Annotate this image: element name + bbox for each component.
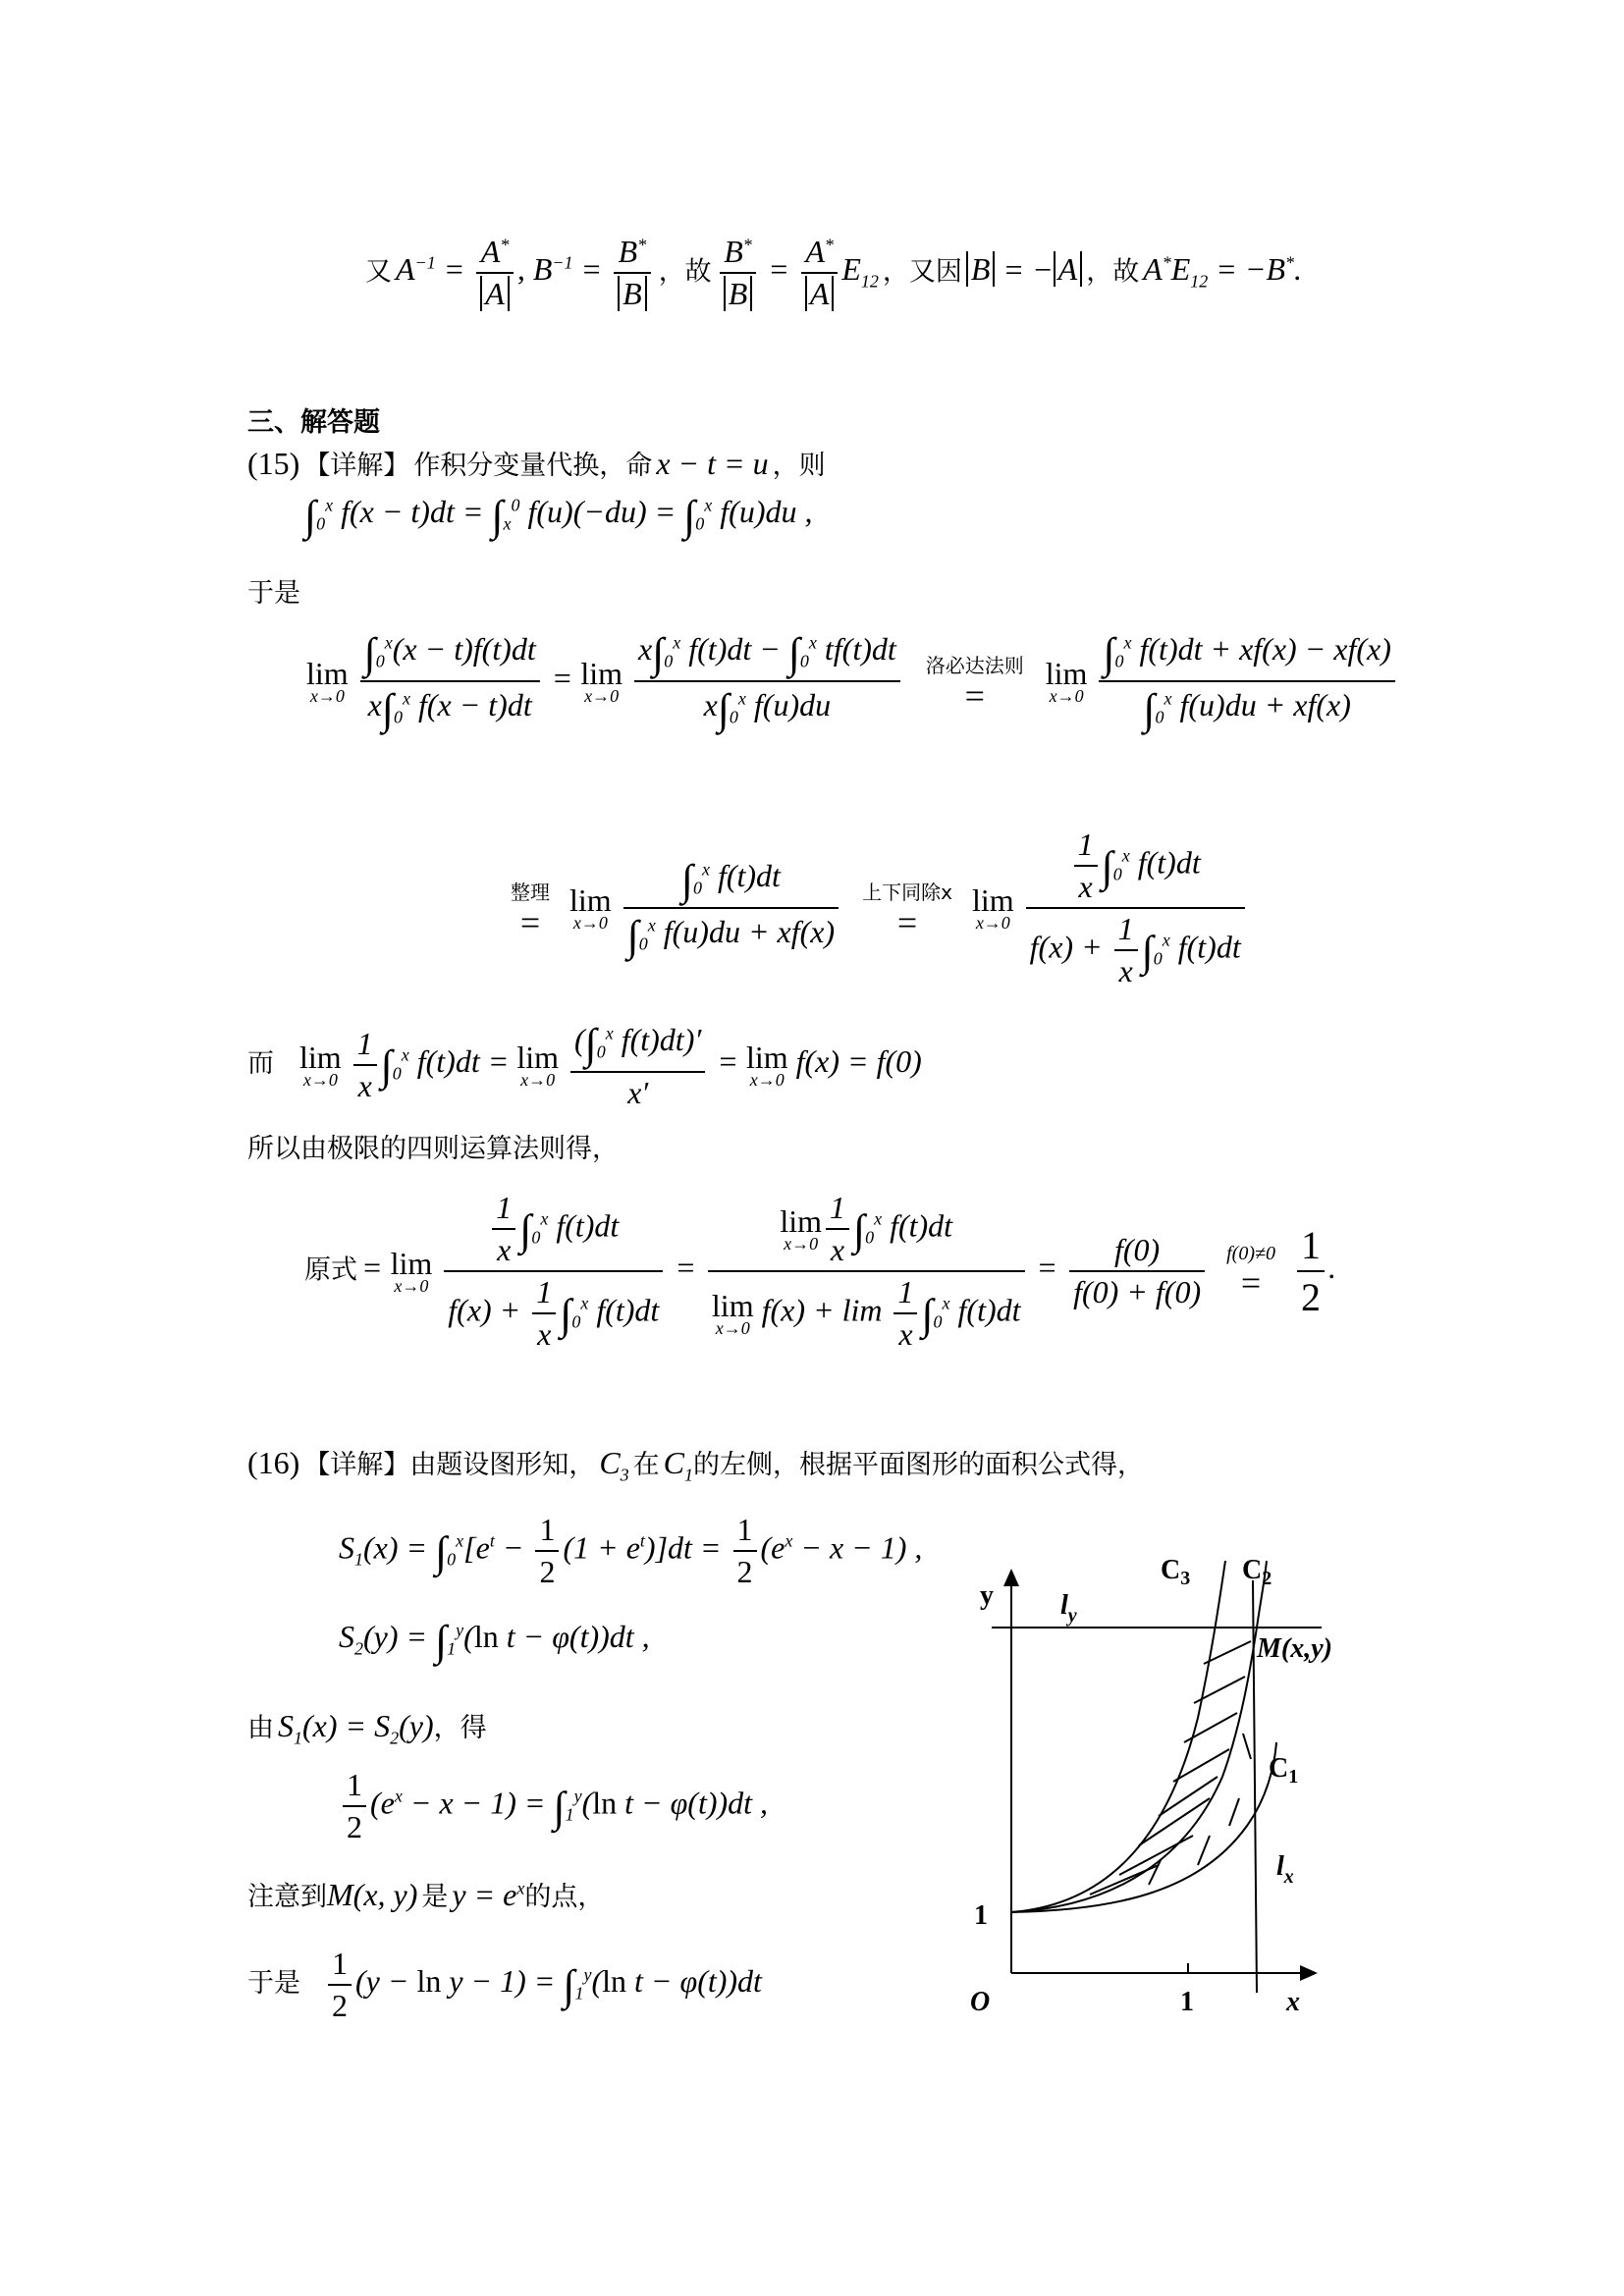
q15-label: (15) — [247, 446, 300, 481]
q16-text-b: 在 — [632, 1450, 660, 1480]
q15-result-line — [304, 1190, 1336, 1353]
q16-you-line — [247, 1706, 487, 1748]
cond-label: f(0)≠0 — [1226, 1242, 1275, 1264]
intro-line — [365, 234, 1302, 312]
q16-you-formula: $S_1(x) = S_2(y)$ — [278, 1708, 434, 1748]
q16-shi: 是 — [421, 1882, 449, 1912]
section-title: 三、解答题 — [247, 407, 380, 438]
q16-s2: $S_2(y) = \int_1^y(\ln$ t − φ(t))dt , — [339, 1617, 650, 1665]
intro-formula-4: $A^*E_{12} = -B^*$. — [1143, 251, 1303, 292]
q16-text-c: 的左侧，根据平面图形的面积公式得， — [693, 1450, 1144, 1480]
q16-eq-a: $\frac{1}{2}$ $(e^x - x - 1) = \int_1^y(\ln$ t − φ(t))dt , — [339, 1767, 768, 1845]
q15-sub-formula: x − t = u — [656, 446, 769, 481]
q16-text-a: 由题设图形知， — [409, 1450, 596, 1480]
q15-er-line — [247, 1019, 922, 1111]
q16-zhuyi-line — [247, 1875, 604, 1913]
q15-text-2: ，则 — [772, 451, 826, 481]
label-one-x: 1 — [1180, 1987, 1194, 2017]
intro-lead: 又 — [365, 256, 392, 288]
q16-c3: $C_3$ — [599, 1445, 629, 1485]
y-axis-arrow-icon — [1003, 1569, 1019, 1586]
q15-suoyi: 所以由极限的四则运算法则得， — [247, 1134, 619, 1164]
q16-de: ，得 — [433, 1713, 487, 1743]
q16-point: M(x, y) — [327, 1877, 418, 1912]
label-one-y: 1 — [974, 1900, 988, 1931]
label-c3: $C_3$ — [1161, 1555, 1191, 1589]
q15-limit-chain-1: lim x→0 $\frac{\int_0^x(x - t)f(t)dt}{x\int_0^x f(x - t)dt}$ = lim x→0 $\frac{x\int_0^x f(t)dt - \int_0^x tf(t)dt}{x\int_0^x f(u)du}$ 洛必达法则 = lim x→0 $\frac{\int_0^x f(t)dt + xf(x) - xf(x)}{\int_0^x f(u)du + xf(x)}$ — [306, 628, 1399, 734]
label-x: x — [1286, 1987, 1300, 2017]
q16-zhuyi: 注意到 — [247, 1882, 327, 1912]
q16-intro — [247, 1443, 1144, 1485]
q15-er-formula: lim x→0 $\frac{1}{x}$ $\int_0^x$ f(t)dt = lim x→0 $\frac{(\int_0^x f(t)dt)'}{x'}$ = lim x→0 f(x) = f(0) — [299, 1020, 922, 1110]
label-c1: $C_1$ — [1269, 1753, 1299, 1788]
x-axis-arrow-icon — [1300, 1965, 1318, 1981]
label-c2: $C_2$ — [1242, 1555, 1272, 1589]
label-lx: $l_x$ — [1276, 1851, 1294, 1888]
intro-mid-3: ，故 — [1086, 256, 1140, 288]
q15-yushi: 于是 — [247, 578, 300, 609]
hatching — [1090, 1641, 1251, 1895]
q16-yushi: 于是 — [247, 1968, 300, 2000]
intro-formula-3: B = − A — [966, 251, 1082, 287]
q15-intro — [247, 444, 826, 482]
q16-curve: $y = e^x$ — [452, 1877, 525, 1912]
q16-label: (16) — [247, 1445, 300, 1480]
q15-limit-chain-2: 整理 = lim x→0 $\frac{\int_0^x f(t)dt}{\int_0^x f(u)du + xf(x)}$ 上下同除x = lim x→0 $\frac{1}{x}$ $\int_0^x$ f(t)dt f(x) + $\frac{1}{x}$ $\int_0^x$ f(t)dt — [511, 827, 1249, 989]
rule-lhopital: 洛必达法则 — [925, 653, 1024, 677]
q16-c1: $C_1$ — [663, 1445, 693, 1485]
intro-mid-2: ，又因 — [882, 256, 962, 288]
q16-you: 由 — [247, 1713, 274, 1743]
label-o: O — [970, 1987, 991, 2017]
region-figure — [952, 1541, 1365, 2032]
q16-s1: $S_1(x) = \int_0^x[e^t$ − $\frac{1}{2}$ $(1 + e^t)]dt$ = $\frac{1}{2}$ $(e^x - x - 1)$ , — [339, 1512, 923, 1589]
q16-final-formula: $\frac{1}{2}$ $(y - \ln y - 1) = \int_1^y(\ln$ t − φ(t))dt — [324, 1963, 762, 1999]
label-ly: $l_y$ — [1060, 1590, 1077, 1627]
q15-substitution: $\int_0^x$ $f(x - t)dt = \int_x^0$ $f(u)(-du) = \int_0^x$ f(u)du , — [304, 492, 813, 540]
q15-result-formula: = lim x→0 $\frac{1}{x}$ $\int_0^x$ f(t)dt f(x) + $\frac{1}{x}$ $\int_0^x$ f(t)dt = lim x→0 $\frac{1}{x}$ $\int_0^x$ f(t)dt lim x→0 f(x) + lim $\frac{1}{x}$ $\int_0^x$ f(t)dt = $\frac{f(0)}{f(0) + f(0)}$ f(0)≠0 = $\frac{1}{2}$ . — [361, 1190, 1336, 1352]
label-y: y — [980, 1580, 994, 1611]
q15-yuanshi: 原式 — [304, 1255, 357, 1286]
q15-er: 而 — [247, 1048, 274, 1080]
q16-tag: 【详解】 — [303, 1450, 410, 1480]
q15-tag: 【详解】 — [303, 451, 410, 481]
curve-c1 — [1011, 1742, 1276, 1912]
label-m: M(x,y) — [1257, 1633, 1332, 1664]
q16-final-line — [247, 1946, 762, 2024]
rule-divide: 上下同除x — [862, 880, 952, 904]
intro-formula-2: $\frac{B^*}{B}$ = $\frac{A^*}{A}$ $E_{12}$ — [716, 251, 879, 287]
intro-formula-1: $A^{-1}$ = $\frac{A^*}{A}$ , $B^{-1}$ = $\frac{B^*}{B}$ — [396, 251, 655, 287]
curve-c2 — [1011, 1561, 1267, 1912]
rule-tidy: 整理 — [511, 880, 550, 904]
intro-mid-1: ，故 — [658, 256, 712, 288]
q16-dian: 的点， — [524, 1882, 605, 1912]
q15-text: 作积分变量代换，命 — [413, 451, 653, 481]
